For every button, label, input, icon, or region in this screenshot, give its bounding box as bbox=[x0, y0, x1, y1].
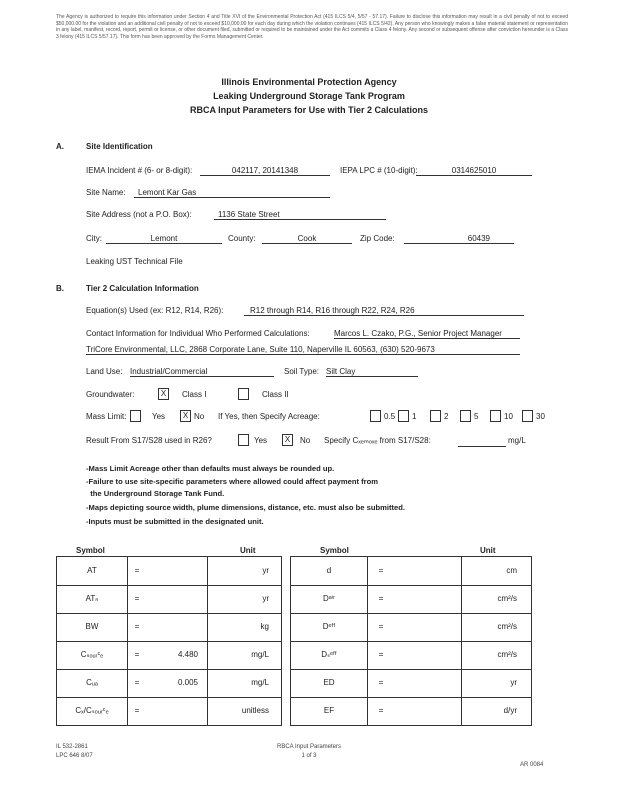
incident-label: IEMA Incident # (6- or 8-digit): bbox=[86, 166, 193, 175]
acreage-1-checkbox[interactable] bbox=[398, 410, 409, 422]
result-no-label: No bbox=[300, 436, 311, 445]
county-field[interactable]: Cook bbox=[262, 234, 352, 244]
equals-cell: = bbox=[378, 650, 384, 659]
note-5: -Inputs must be submitted in the designated unit. bbox=[86, 517, 264, 526]
contact-label: Contact Information for Individual Who Performed Calculations: bbox=[86, 329, 310, 338]
equals-cell: = bbox=[134, 622, 140, 631]
value-cell[interactable]: 4.480 bbox=[177, 650, 199, 659]
footer-bates-number: AR 0084 bbox=[520, 762, 544, 768]
left-symbol-header: Symbol bbox=[76, 546, 105, 555]
equals-cell: = bbox=[378, 678, 384, 687]
right-unit-header: Unit bbox=[480, 546, 496, 555]
table-row bbox=[291, 585, 531, 613]
city-label: City: bbox=[86, 234, 102, 243]
acreage-10-label: 10 bbox=[504, 412, 513, 421]
unit-cell: mg/L bbox=[251, 678, 269, 687]
symbol-cell: ATₙ bbox=[85, 594, 99, 603]
site-name-label: Site Name: bbox=[86, 188, 126, 197]
unit-cell: cm²/s bbox=[497, 622, 517, 631]
acreage-10-checkbox[interactable] bbox=[490, 410, 501, 422]
acreage-label: If Yes, then Specify Acreage: bbox=[218, 412, 320, 421]
symbol-cell: BW bbox=[85, 622, 99, 631]
section-a-letter: A. bbox=[56, 142, 64, 151]
soil-type-field[interactable]: Silt Clay bbox=[326, 367, 418, 377]
acreage-0-5-checkbox[interactable] bbox=[370, 410, 381, 422]
note-4: -Maps depicting source width, plume dimensions, distance, etc. must also be submitted. bbox=[86, 503, 405, 512]
incident-field[interactable]: 042117, 20141348 bbox=[200, 166, 330, 176]
land-use-label: Land Use: bbox=[86, 367, 123, 376]
table-row bbox=[291, 557, 531, 585]
acreage-5-checkbox[interactable] bbox=[460, 410, 471, 422]
column-divider bbox=[461, 557, 462, 725]
equations-label: Equation(s) Used (ex: R12, R14, R26): bbox=[86, 306, 224, 315]
acreage-1-label: 1 bbox=[412, 412, 417, 421]
mass-limit-label: Mass Limit: bbox=[86, 412, 127, 421]
symbol-cell: EF bbox=[323, 706, 335, 715]
address-label: Site Address (not a P.O. Box): bbox=[86, 210, 192, 219]
county-label: County: bbox=[228, 234, 256, 243]
right-parameter-table bbox=[290, 556, 532, 726]
lpc-label: IEPA LPC # (10-digit): bbox=[340, 166, 418, 175]
result-no-checkbox[interactable]: X bbox=[282, 434, 293, 446]
technical-file-label: Leaking UST Technical File bbox=[86, 257, 183, 266]
footer-lpc-number: LPC 646 8/07 bbox=[56, 753, 93, 759]
result-yes-checkbox[interactable] bbox=[238, 434, 249, 446]
site-name-field[interactable]: Lemont Kar Gas bbox=[134, 188, 330, 198]
note-2: -Failure to use site-specific parameters where allowed could affect payment from bbox=[86, 477, 379, 486]
symbol-cell: d bbox=[326, 566, 332, 575]
equals-cell: = bbox=[134, 594, 140, 603]
class-1-checkbox[interactable]: X bbox=[158, 388, 169, 400]
class-1-label: Class I bbox=[182, 390, 207, 399]
unit-cell: yr bbox=[262, 594, 269, 603]
table-row bbox=[57, 557, 281, 585]
left-unit-header: Unit bbox=[240, 546, 256, 555]
acreage-2-checkbox[interactable] bbox=[430, 410, 441, 422]
class-2-checkbox[interactable] bbox=[238, 388, 249, 400]
symbol-cell: Cᵤₐ bbox=[86, 678, 98, 687]
class-2-label: Class II bbox=[262, 390, 289, 399]
result-label: Result From S17/S28 used in R26? bbox=[86, 436, 212, 445]
program-title: Leaking Underground Storage Tank Program bbox=[213, 91, 405, 101]
section-b-heading: Tier 2 Calculation Information bbox=[86, 284, 199, 293]
value-cell[interactable]: 0.005 bbox=[177, 678, 199, 687]
symbol-cell: Cₓ/Cₛₒᵤᵣᶜₑ bbox=[75, 706, 109, 715]
unit-cell: cm²/s bbox=[497, 594, 517, 603]
zip-label: Zip Code: bbox=[360, 234, 395, 243]
table-row bbox=[291, 669, 531, 697]
specify-field[interactable] bbox=[458, 436, 506, 447]
address-field[interactable]: 1136 State Street bbox=[214, 210, 386, 220]
result-yes-label: Yes bbox=[254, 436, 268, 445]
specify-unit: mg/L bbox=[508, 436, 526, 445]
unit-cell: unitless bbox=[241, 706, 269, 715]
table-row bbox=[57, 697, 281, 725]
left-parameter-table bbox=[56, 556, 282, 726]
footer-form-number: IL 532-2861 bbox=[56, 744, 88, 750]
unit-cell: yr bbox=[262, 566, 269, 575]
equals-cell: = bbox=[134, 706, 140, 715]
footer-title: RBCA Input Parameters bbox=[276, 744, 342, 750]
note-3: the Underground Storage Tank Fund. bbox=[86, 489, 225, 498]
note-1: -Mass Limit Acreage other than defaults must always be rounded up. bbox=[86, 464, 335, 473]
equals-cell: = bbox=[134, 566, 140, 575]
mass-limit-no-checkbox[interactable]: X bbox=[180, 410, 191, 422]
symbol-cell: ED bbox=[323, 678, 335, 687]
acreage-5-label: 5 bbox=[474, 412, 479, 421]
table-row bbox=[57, 585, 281, 613]
mass-limit-yes-label: Yes bbox=[152, 412, 166, 421]
form-title: RBCA Input Parameters for Use with Tier 2 Calculations bbox=[189, 105, 429, 115]
section-a-heading: Site Identification bbox=[86, 142, 153, 151]
symbol-cell: Dᵃⁱʳ bbox=[322, 594, 336, 603]
acreage-0-5-label: 0.5 bbox=[384, 412, 396, 421]
lpc-field[interactable]: 0314625010 bbox=[416, 166, 532, 176]
land-use-field[interactable]: Industrial/Commercial bbox=[130, 367, 274, 377]
groundwater-label: Groundwater: bbox=[86, 390, 135, 399]
contact-field-1[interactable]: Marcos L. Czako, P.G., Senior Project Manager bbox=[334, 329, 520, 339]
unit-cell: kg bbox=[260, 622, 269, 631]
agency-title: Illinois Environmental Protection Agency bbox=[221, 77, 397, 87]
symbol-cell: AT bbox=[87, 566, 97, 575]
acreage-30-checkbox[interactable] bbox=[522, 410, 533, 422]
equals-cell: = bbox=[378, 706, 384, 715]
unit-cell: mg/L bbox=[251, 650, 269, 659]
table-row bbox=[57, 669, 281, 697]
equals-cell: = bbox=[378, 566, 384, 575]
soil-type-label: Soil Type: bbox=[284, 367, 319, 376]
column-divider bbox=[127, 557, 128, 725]
right-symbol-header: Symbol bbox=[320, 546, 349, 555]
specify-label: Specify Cₓₑₘₒₓₑ from S17/S28: bbox=[324, 436, 431, 445]
disclaimer-text: The Agency is authorized to require this information under Section 4 and Title XVI of the Environmental Protection Act (415 ILCS 5/4, 5/57 - 57.17). Failure to disclose this information may result in a civil penalty of not to exceed $50,000.00 for the violation and an additional civil penalty of not to exceed $10,000.00 for each day during which the violation continues (415 ILCS 5/42). Any person who knowingly makes a false material statement or representation in any label, manifest, record, report, permit or license, or other document filed, submitted or required to be maintained under the Act commits a Class 4 felony. Any second or subsequent offense after conviction hereunder is a Class 3 felony (415 ILCS 5/57.17). This form has been approved by the Forms Management Center. bbox=[56, 14, 568, 40]
symbol-cell: Dᵉᶠᶠ bbox=[322, 622, 336, 631]
symbol-cell: Cₛₒᵤᵣᶜₑ bbox=[80, 650, 104, 659]
equals-cell: = bbox=[378, 594, 384, 603]
zip-field[interactable]: 60439 bbox=[404, 234, 514, 244]
equals-cell: = bbox=[378, 622, 384, 631]
contact-field-2[interactable]: TriCore Environmental, LLC, 2868 Corporate Lane, Suite 110, Naperville IL 60563, (630) 520-9673 bbox=[86, 345, 520, 355]
equals-cell: = bbox=[134, 678, 140, 687]
column-divider bbox=[207, 557, 208, 725]
table-row bbox=[57, 641, 281, 669]
unit-cell: yr bbox=[510, 678, 517, 687]
acreage-2-label: 2 bbox=[444, 412, 449, 421]
unit-cell: cm²/s bbox=[497, 650, 517, 659]
table-row bbox=[291, 613, 531, 641]
unit-cell: d/yr bbox=[503, 706, 517, 715]
section-b-letter: B. bbox=[56, 284, 64, 293]
mass-limit-yes-checkbox[interactable] bbox=[130, 410, 141, 422]
equations-field[interactable]: R12 through R14, R16 through R22, R24, R26 bbox=[244, 306, 524, 316]
footer-page-number: 1 of 3 bbox=[301, 753, 317, 759]
table-row bbox=[291, 641, 531, 669]
equals-cell: = bbox=[134, 650, 140, 659]
unit-cell: cm bbox=[506, 566, 517, 575]
symbol-cell: Dₛᵉᶠᶠ bbox=[321, 650, 337, 659]
column-divider bbox=[367, 557, 368, 725]
mass-limit-no-label: No bbox=[194, 412, 205, 421]
city-field[interactable]: Lemont bbox=[106, 234, 222, 244]
table-row bbox=[291, 697, 531, 725]
acreage-30-label: 30 bbox=[536, 412, 545, 421]
table-row bbox=[57, 613, 281, 641]
